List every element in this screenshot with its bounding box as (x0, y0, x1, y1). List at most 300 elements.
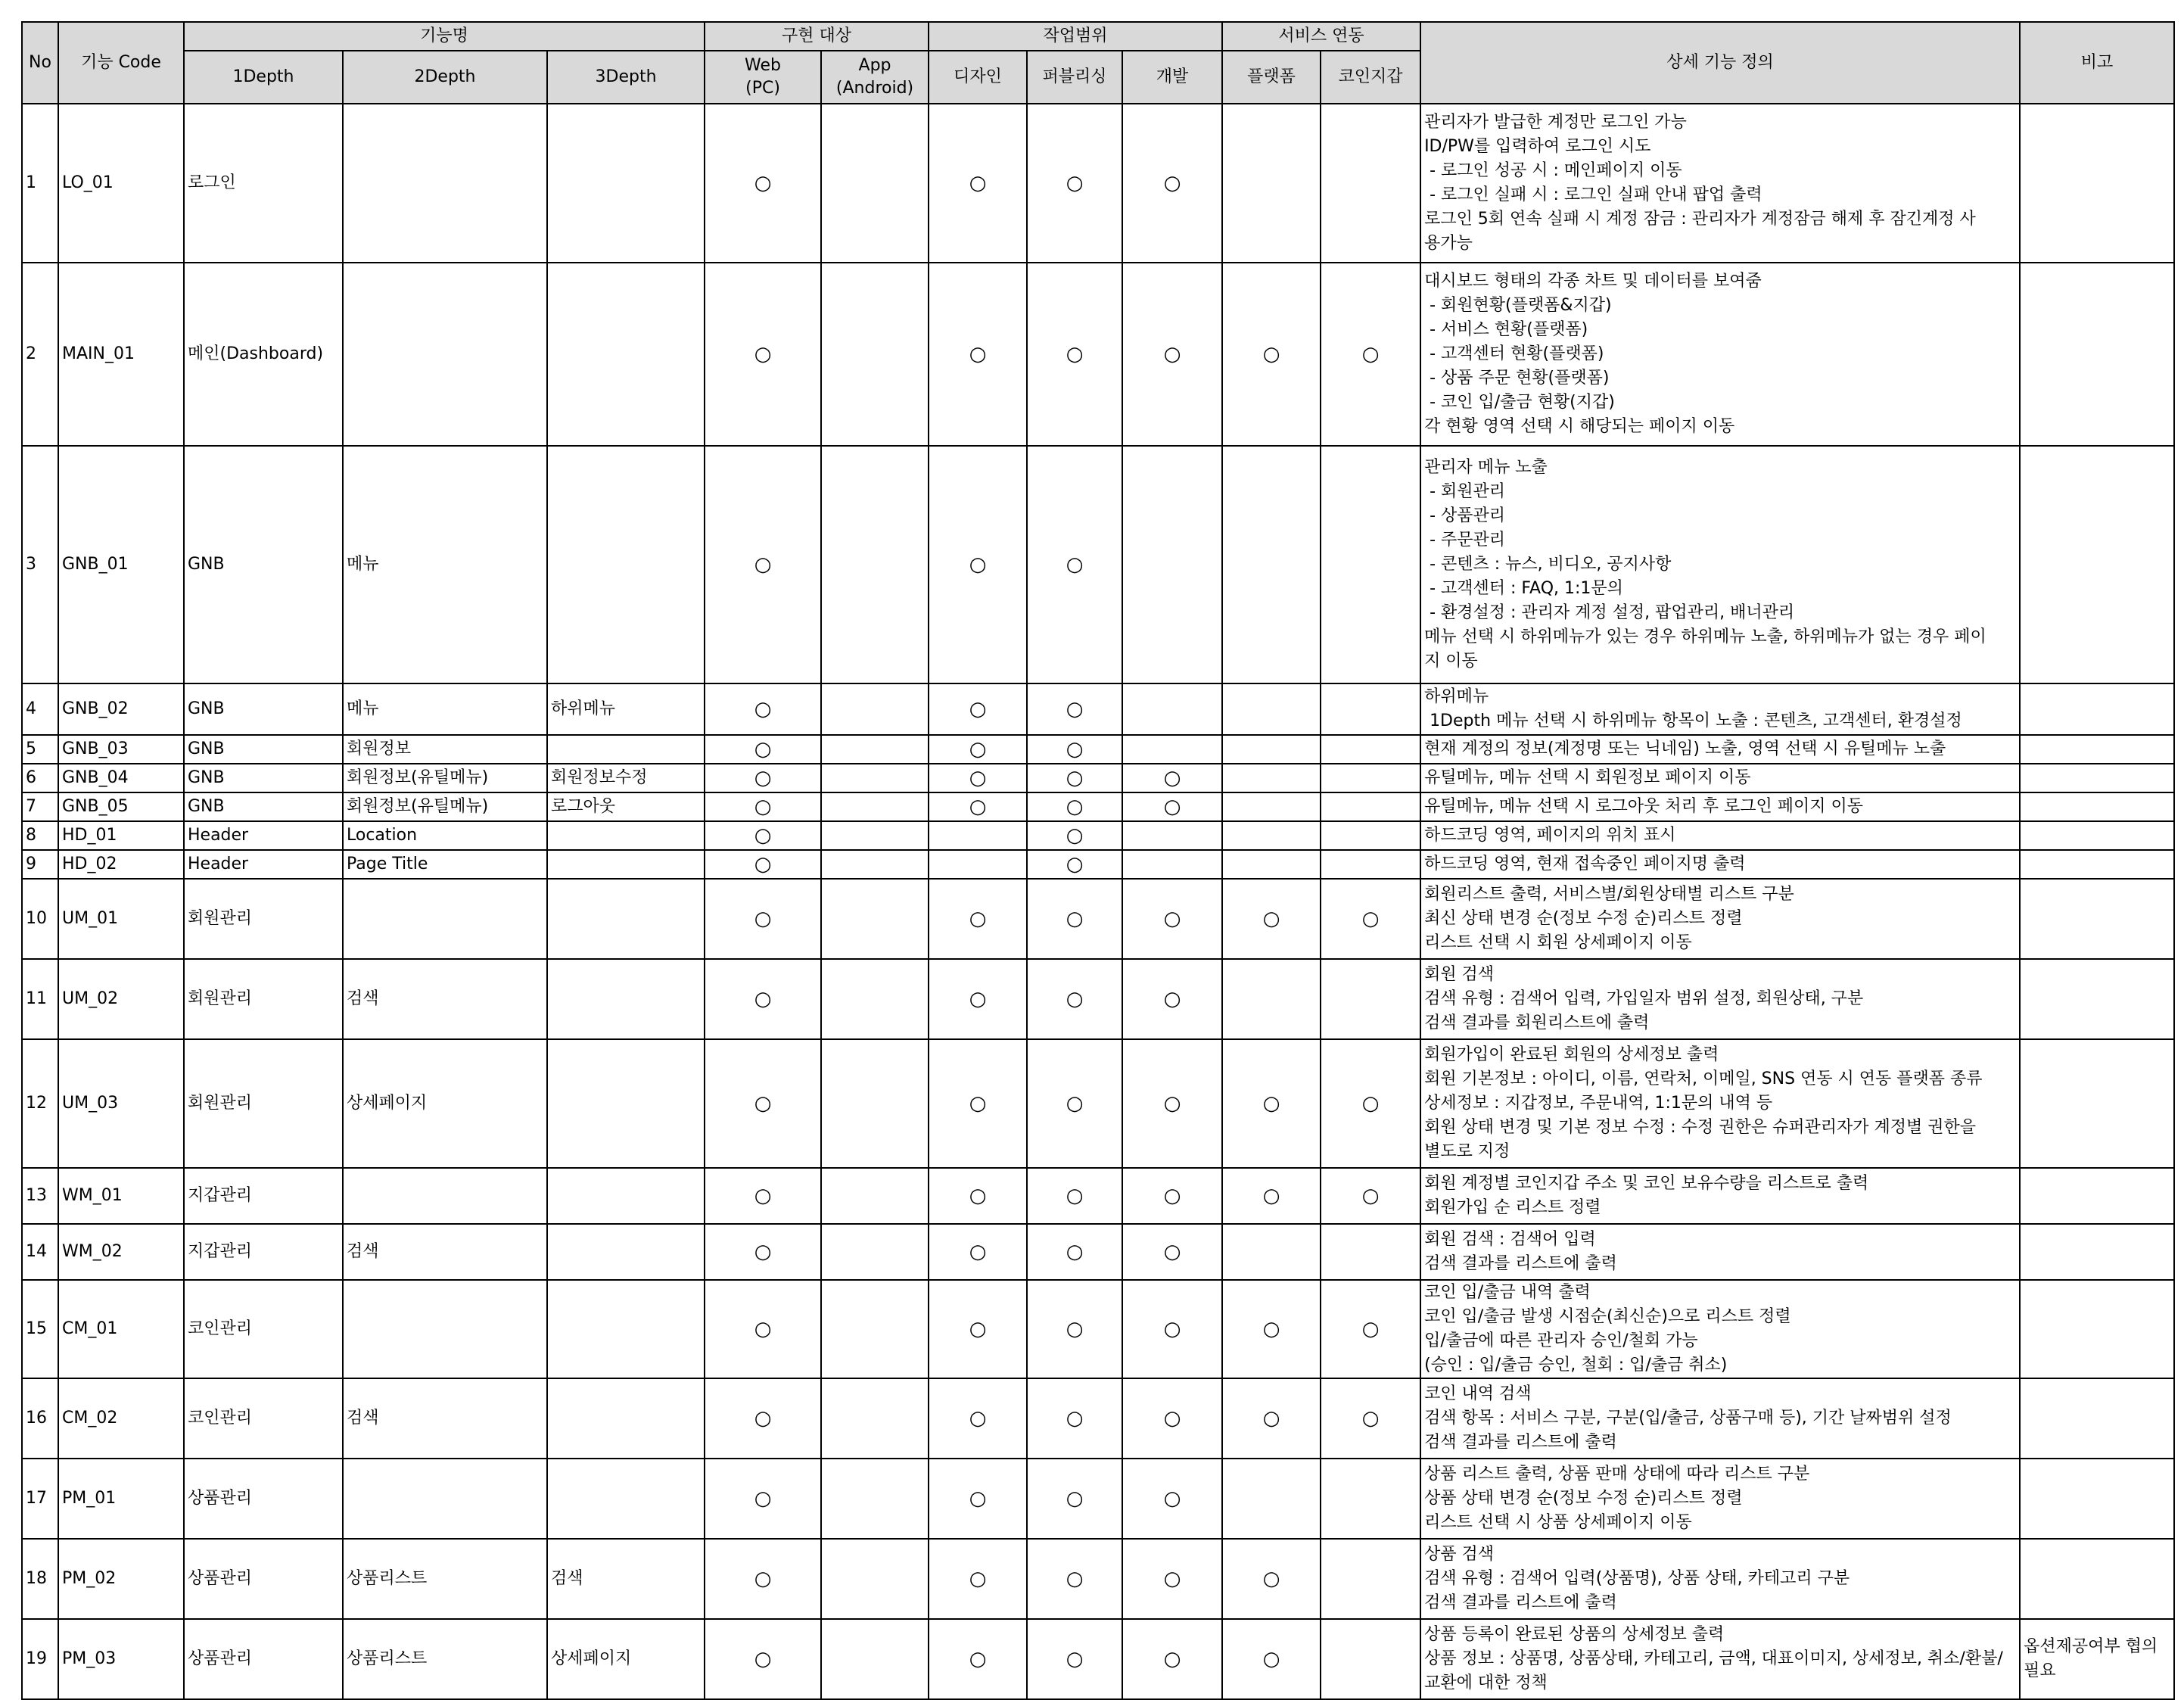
cell-detail: 상품 등록이 완료된 상품의 상세정보 출력 상품 정보 : 상품명, 상품상태, 카테고리, 금액, 대표이미지, 상세정보, 취소/환불/ 교환에 대한 정책 (1420, 1619, 2020, 1699)
cell-web: ○ (705, 959, 821, 1039)
cell-platform (1222, 1459, 1321, 1539)
cell-depth3 (547, 1039, 705, 1168)
cell-depth1: Header (184, 821, 343, 850)
col-header-code: 기능 Code (58, 22, 184, 104)
cell-web: ○ (705, 821, 821, 850)
cell-depth3 (547, 1459, 705, 1539)
cell-depth3 (547, 104, 705, 263)
cell-depth3 (547, 446, 705, 683)
cell-depth1: 회원관리 (184, 879, 343, 959)
cell-app (821, 792, 929, 821)
cell-depth1: 메인(Dashboard) (184, 263, 343, 446)
table-row (22, 683, 2174, 735)
cell-detail: 유틸메뉴, 메뉴 선택 시 회원정보 페이지 이동 (1420, 764, 2020, 792)
cell-no: 8 (22, 821, 58, 850)
cell-depth2: 검색 (343, 1224, 547, 1280)
cell-detail: 회원 계정별 코인지갑 주소 및 코인 보유수량을 리스트로 출력 회원가입 순 리스트 정렬 (1420, 1168, 2020, 1224)
cell-dev: ○ (1122, 1619, 1222, 1699)
cell-wallet (1321, 959, 1420, 1039)
cell-code: WM_02 (58, 1224, 184, 1280)
cell-design: ○ (929, 683, 1027, 735)
table-row (22, 104, 2174, 263)
cell-depth3: 하위메뉴 (547, 683, 705, 735)
col-header-wallet: 코인지갑 (1321, 51, 1420, 104)
cell-note (2020, 1280, 2174, 1378)
cell-publishing: ○ (1027, 1039, 1122, 1168)
cell-depth1: GNB (184, 735, 343, 764)
cell-code: LO_01 (58, 104, 184, 263)
cell-wallet (1321, 1459, 1420, 1539)
cell-no: 18 (22, 1539, 58, 1619)
cell-web: ○ (705, 879, 821, 959)
cell-platform (1222, 821, 1321, 850)
cell-code: WM_01 (58, 1168, 184, 1224)
cell-detail: 상품 리스트 출력, 상품 판매 상태에 따라 리스트 구분 상품 상태 변경 순(정보 수정 순)리스트 정렬 리스트 선택 시 상품 상세페이지 이동 (1420, 1459, 2020, 1539)
cell-depth1: 상품관리 (184, 1539, 343, 1619)
cell-note (2020, 764, 2174, 792)
cell-publishing: ○ (1027, 683, 1122, 735)
cell-depth2 (343, 263, 547, 446)
cell-depth2: 메뉴 (343, 446, 547, 683)
cell-platform: ○ (1222, 1280, 1321, 1378)
table-row (22, 263, 2174, 446)
cell-app (821, 1280, 929, 1378)
cell-wallet (1321, 1539, 1420, 1619)
cell-depth2: Location (343, 821, 547, 850)
cell-platform (1222, 792, 1321, 821)
cell-depth1: 상품관리 (184, 1619, 343, 1699)
cell-depth1: 회원관리 (184, 959, 343, 1039)
cell-depth2 (343, 104, 547, 263)
table-row (22, 1539, 2174, 1619)
cell-web: ○ (705, 1378, 821, 1459)
cell-publishing: ○ (1027, 1378, 1122, 1459)
cell-dev: ○ (1122, 792, 1222, 821)
cell-wallet: ○ (1321, 1039, 1420, 1168)
cell-detail: 현재 계정의 정보(계정명 또는 닉네임) 노출, 영역 선택 시 유틸메뉴 노출 (1420, 735, 2020, 764)
table-row (22, 879, 2174, 959)
cell-publishing: ○ (1027, 1224, 1122, 1280)
cell-depth3 (547, 1168, 705, 1224)
cell-note (2020, 1168, 2174, 1224)
cell-detail: 상품 검색 검색 유형 : 검색어 입력(상품명), 상품 상태, 카테고리 구분 검색 결과를 리스트에 출력 (1420, 1539, 2020, 1619)
cell-design: ○ (929, 764, 1027, 792)
table-header (22, 22, 2174, 104)
cell-detail: 하드코딩 영역, 페이지의 위치 표시 (1420, 821, 2020, 850)
cell-depth1: GNB (184, 792, 343, 821)
cell-publishing: ○ (1027, 1539, 1122, 1619)
cell-platform (1222, 446, 1321, 683)
col-header-depth3: 3Depth (547, 51, 705, 104)
cell-no: 16 (22, 1378, 58, 1459)
cell-platform: ○ (1222, 1039, 1321, 1168)
cell-dev (1122, 821, 1222, 850)
cell-depth2: 회원정보(유틸메뉴) (343, 792, 547, 821)
col-header-feature-name: 기능명 (184, 22, 705, 51)
col-header-scope: 작업범위 (929, 22, 1222, 51)
cell-no: 15 (22, 1280, 58, 1378)
cell-app (821, 1459, 929, 1539)
cell-web: ○ (705, 764, 821, 792)
cell-depth1: 코인관리 (184, 1280, 343, 1378)
cell-dev: ○ (1122, 104, 1222, 263)
cell-note (2020, 1224, 2174, 1280)
cell-code: HD_02 (58, 850, 184, 879)
cell-depth1: 지갑관리 (184, 1224, 343, 1280)
cell-dev: ○ (1122, 764, 1222, 792)
table-row (22, 1224, 2174, 1280)
cell-no: 2 (22, 263, 58, 446)
cell-app (821, 263, 929, 446)
cell-depth2: 상품리스트 (343, 1539, 547, 1619)
cell-depth1: 회원관리 (184, 1039, 343, 1168)
cell-depth2: 검색 (343, 1378, 547, 1459)
cell-code: UM_02 (58, 959, 184, 1039)
table-row (22, 1378, 2174, 1459)
cell-wallet: ○ (1321, 879, 1420, 959)
table-row (22, 821, 2174, 850)
cell-dev (1122, 735, 1222, 764)
cell-wallet (1321, 683, 1420, 735)
cell-code: PM_02 (58, 1539, 184, 1619)
cell-app (821, 446, 929, 683)
cell-wallet (1321, 1619, 1420, 1699)
cell-web: ○ (705, 683, 821, 735)
cell-note (2020, 850, 2174, 879)
cell-dev (1122, 446, 1222, 683)
table-row (22, 1168, 2174, 1224)
cell-dev: ○ (1122, 879, 1222, 959)
cell-note (2020, 735, 2174, 764)
table-row (22, 1459, 2174, 1539)
cell-web: ○ (705, 263, 821, 446)
cell-code: GNB_04 (58, 764, 184, 792)
cell-code: CM_02 (58, 1378, 184, 1459)
cell-no: 1 (22, 104, 58, 263)
cell-depth1: 지갑관리 (184, 1168, 343, 1224)
table-row (22, 1039, 2174, 1168)
cell-code: MAIN_01 (58, 263, 184, 446)
cell-dev: ○ (1122, 1168, 1222, 1224)
table-row (22, 1619, 2174, 1699)
cell-design: ○ (929, 1039, 1027, 1168)
col-header-platform: 플랫폼 (1222, 51, 1321, 104)
cell-depth1: 로그인 (184, 104, 343, 263)
col-header-depth1: 1Depth (184, 51, 343, 104)
cell-platform: ○ (1222, 263, 1321, 446)
cell-note (2020, 1378, 2174, 1459)
cell-no: 13 (22, 1168, 58, 1224)
cell-dev (1122, 683, 1222, 735)
cell-code: HD_01 (58, 821, 184, 850)
cell-design: ○ (929, 1224, 1027, 1280)
cell-note (2020, 792, 2174, 821)
cell-note: 옵션제공여부 협의 필요 (2020, 1619, 2174, 1699)
cell-app (821, 850, 929, 879)
cell-dev: ○ (1122, 263, 1222, 446)
cell-dev: ○ (1122, 1459, 1222, 1539)
cell-platform (1222, 959, 1321, 1039)
cell-platform: ○ (1222, 1539, 1321, 1619)
cell-publishing: ○ (1027, 821, 1122, 850)
cell-depth2 (343, 1168, 547, 1224)
cell-detail: 회원 검색 : 검색어 입력 검색 결과를 리스트에 출력 (1420, 1224, 2020, 1280)
cell-detail: 하드코딩 영역, 현재 접속중인 페이지명 출력 (1420, 850, 2020, 879)
cell-design: ○ (929, 1619, 1027, 1699)
cell-design: ○ (929, 792, 1027, 821)
cell-publishing: ○ (1027, 1459, 1122, 1539)
cell-web: ○ (705, 1280, 821, 1378)
cell-depth3 (547, 959, 705, 1039)
cell-depth2 (343, 879, 547, 959)
cell-code: GNB_03 (58, 735, 184, 764)
cell-publishing: ○ (1027, 764, 1122, 792)
col-header-depth2: 2Depth (343, 51, 547, 104)
cell-depth3 (547, 1378, 705, 1459)
cell-app (821, 821, 929, 850)
cell-depth3 (547, 735, 705, 764)
cell-depth3 (547, 821, 705, 850)
cell-depth3 (547, 1280, 705, 1378)
cell-depth2: Page Title (343, 850, 547, 879)
cell-web: ○ (705, 1039, 821, 1168)
cell-note (2020, 104, 2174, 263)
cell-web: ○ (705, 735, 821, 764)
cell-app (821, 735, 929, 764)
cell-no: 7 (22, 792, 58, 821)
cell-depth3 (547, 850, 705, 879)
cell-design: ○ (929, 1168, 1027, 1224)
cell-platform (1222, 1224, 1321, 1280)
cell-depth3 (547, 263, 705, 446)
cell-wallet: ○ (1321, 1168, 1420, 1224)
cell-platform (1222, 735, 1321, 764)
col-header-target: 구현 대상 (705, 22, 929, 51)
table-row (22, 735, 2174, 764)
cell-depth1: 상품관리 (184, 1459, 343, 1539)
cell-depth2: 회원정보 (343, 735, 547, 764)
cell-note (2020, 1039, 2174, 1168)
cell-design: ○ (929, 1539, 1027, 1619)
feature-spec-table (21, 21, 2175, 1700)
cell-detail: 관리자 메뉴 노출 - 회원관리 - 상품관리 - 주문관리 - 콘텐츠 : 뉴스, 비디오, 공지사항 - 고객센터 : FAQ, 1:1문의 - 환경설정 : 관리자 계정 설정, 팝업관리, 배너관리 메뉴 선택 시 하위메뉴가 있는 경우 하위메뉴 노출, 하위메뉴가 없는 경우 페이 지 이동 (1420, 446, 2020, 683)
table-body (22, 104, 2174, 1699)
cell-publishing: ○ (1027, 735, 1122, 764)
cell-wallet (1321, 821, 1420, 850)
cell-code: PM_01 (58, 1459, 184, 1539)
cell-publishing: ○ (1027, 850, 1122, 879)
cell-code: GNB_05 (58, 792, 184, 821)
cell-detail: 유틸메뉴, 메뉴 선택 시 로그아웃 처리 후 로그인 페이지 이동 (1420, 792, 2020, 821)
cell-dev (1122, 850, 1222, 879)
cell-platform: ○ (1222, 1378, 1321, 1459)
cell-wallet (1321, 764, 1420, 792)
cell-no: 9 (22, 850, 58, 879)
table-row (22, 850, 2174, 879)
cell-design: ○ (929, 446, 1027, 683)
cell-depth1: GNB (184, 683, 343, 735)
cell-depth1: GNB (184, 764, 343, 792)
cell-design: ○ (929, 735, 1027, 764)
cell-no: 3 (22, 446, 58, 683)
cell-note (2020, 821, 2174, 850)
cell-design: ○ (929, 959, 1027, 1039)
cell-design: ○ (929, 1459, 1027, 1539)
cell-no: 10 (22, 879, 58, 959)
cell-wallet (1321, 850, 1420, 879)
cell-publishing: ○ (1027, 1619, 1122, 1699)
cell-design: ○ (929, 1280, 1027, 1378)
cell-depth2 (343, 1280, 547, 1378)
cell-app (821, 1619, 929, 1699)
cell-note (2020, 959, 2174, 1039)
cell-web: ○ (705, 850, 821, 879)
cell-publishing: ○ (1027, 104, 1122, 263)
cell-design: ○ (929, 104, 1027, 263)
cell-platform (1222, 683, 1321, 735)
cell-code: UM_01 (58, 879, 184, 959)
col-header-note: 비고 (2020, 22, 2174, 104)
cell-web: ○ (705, 1459, 821, 1539)
cell-platform: ○ (1222, 1619, 1321, 1699)
cell-publishing: ○ (1027, 879, 1122, 959)
cell-web: ○ (705, 1224, 821, 1280)
cell-depth2: 메뉴 (343, 683, 547, 735)
cell-platform: ○ (1222, 879, 1321, 959)
table-row (22, 792, 2174, 821)
cell-platform (1222, 850, 1321, 879)
cell-code: GNB_02 (58, 683, 184, 735)
cell-dev: ○ (1122, 1539, 1222, 1619)
cell-app (821, 104, 929, 263)
cell-wallet (1321, 104, 1420, 263)
cell-app (821, 1539, 929, 1619)
feature-spec-sheet (21, 21, 2173, 1691)
cell-dev: ○ (1122, 1280, 1222, 1378)
col-header-no: No (22, 22, 58, 104)
cell-publishing: ○ (1027, 959, 1122, 1039)
col-header-service: 서비스 연동 (1222, 22, 1420, 51)
cell-app (821, 879, 929, 959)
cell-platform (1222, 764, 1321, 792)
cell-detail: 코인 내역 검색 검색 항목 : 서비스 구분, 구분(입/출금, 상품구매 등), 기간 날짜범위 설정 검색 결과를 리스트에 출력 (1420, 1378, 2020, 1459)
cell-dev: ○ (1122, 1224, 1222, 1280)
cell-note (2020, 683, 2174, 735)
cell-no: 11 (22, 959, 58, 1039)
cell-wallet (1321, 446, 1420, 683)
col-header-dev: 개발 (1122, 51, 1222, 104)
cell-web: ○ (705, 792, 821, 821)
cell-depth3: 검색 (547, 1539, 705, 1619)
cell-detail: 회원 검색 검색 유형 : 검색어 입력, 가입일자 범위 설정, 회원상태, 구분 검색 결과를 회원리스트에 출력 (1420, 959, 2020, 1039)
cell-web: ○ (705, 1539, 821, 1619)
cell-wallet: ○ (1321, 1378, 1420, 1459)
cell-no: 5 (22, 735, 58, 764)
table-row (22, 959, 2174, 1039)
cell-publishing: ○ (1027, 1168, 1122, 1224)
cell-detail: 대시보드 형태의 각종 차트 및 데이터를 보여줌 - 회원현황(플랫폼&지갑) - 서비스 현황(플랫폼) - 고객센터 현황(플랫폼) - 상품 주문 현황(플랫폼) - 코인 입/출금 현황(지갑) 각 현황 영역 선택 시 해당되는 페이지 이동 (1420, 263, 2020, 446)
cell-depth1: Header (184, 850, 343, 879)
cell-depth2: 검색 (343, 959, 547, 1039)
cell-detail: 코인 입/출금 내역 출력 코인 입/출금 발생 시점순(최신순)으로 리스트 정렬 입/출금에 따른 관리자 승인/철회 가능 (승인 : 입/출금 승인, 철회 : 입/출금 취소) (1420, 1280, 2020, 1378)
col-header-app: App (Android) (821, 51, 929, 104)
col-header-web: Web (PC) (705, 51, 821, 104)
cell-design (929, 850, 1027, 879)
cell-platform: ○ (1222, 1168, 1321, 1224)
cell-depth3 (547, 879, 705, 959)
cell-depth3: 로그아웃 (547, 792, 705, 821)
cell-dev: ○ (1122, 1039, 1222, 1168)
cell-publishing: ○ (1027, 446, 1122, 683)
cell-depth3 (547, 1224, 705, 1280)
cell-detail: 회원리스트 출력, 서비스별/회원상태별 리스트 구분 최신 상태 변경 순(정보 수정 순)리스트 정렬 리스트 선택 시 회원 상세페이지 이동 (1420, 879, 2020, 959)
cell-wallet (1321, 735, 1420, 764)
cell-publishing: ○ (1027, 792, 1122, 821)
cell-depth2: 상세페이지 (343, 1039, 547, 1168)
cell-app (821, 1224, 929, 1280)
cell-dev: ○ (1122, 959, 1222, 1039)
cell-app (821, 1039, 929, 1168)
cell-publishing: ○ (1027, 1280, 1122, 1378)
cell-no: 19 (22, 1619, 58, 1699)
cell-design: ○ (929, 1378, 1027, 1459)
cell-web: ○ (705, 104, 821, 263)
cell-dev: ○ (1122, 1378, 1222, 1459)
cell-app (821, 683, 929, 735)
col-header-detail: 상세 기능 정의 (1420, 22, 2020, 104)
cell-detail: 하위메뉴 1Depth 메뉴 선택 시 하위메뉴 항목이 노출 : 콘텐츠, 고객센터, 환경설정 (1420, 683, 2020, 735)
cell-note (2020, 879, 2174, 959)
col-header-publishing: 퍼블리싱 (1027, 51, 1122, 104)
cell-code: GNB_01 (58, 446, 184, 683)
cell-no: 14 (22, 1224, 58, 1280)
cell-depth3: 상세페이지 (547, 1619, 705, 1699)
cell-app (821, 764, 929, 792)
cell-no: 6 (22, 764, 58, 792)
cell-web: ○ (705, 1619, 821, 1699)
table-row (22, 764, 2174, 792)
cell-depth1: GNB (184, 446, 343, 683)
cell-depth2: 회원정보(유틸메뉴) (343, 764, 547, 792)
cell-note (2020, 1459, 2174, 1539)
cell-app (821, 1168, 929, 1224)
cell-design: ○ (929, 879, 1027, 959)
cell-wallet: ○ (1321, 263, 1420, 446)
cell-depth2 (343, 1459, 547, 1539)
cell-note (2020, 1539, 2174, 1619)
cell-wallet (1321, 792, 1420, 821)
cell-note (2020, 263, 2174, 446)
cell-no: 17 (22, 1459, 58, 1539)
col-header-design: 디자인 (929, 51, 1027, 104)
cell-code: UM_03 (58, 1039, 184, 1168)
cell-note (2020, 446, 2174, 683)
cell-no: 4 (22, 683, 58, 735)
cell-depth2: 상품리스트 (343, 1619, 547, 1699)
cell-web: ○ (705, 1168, 821, 1224)
cell-detail: 회원가입이 완료된 회원의 상세정보 출력 회원 기본정보 : 아이디, 이름, 연락처, 이메일, SNS 연동 시 연동 플랫폼 종류 상세정보 : 지갑정보, 주문내역, 1:1문의 내역 등 회원 상태 변경 및 기본 정보 수정 : 수정 권한은 슈퍼관리자가 계정별 권한을 별도로 지정 (1420, 1039, 2020, 1168)
cell-wallet (1321, 1224, 1420, 1280)
cell-platform (1222, 104, 1321, 263)
cell-code: PM_03 (58, 1619, 184, 1699)
cell-design: ○ (929, 263, 1027, 446)
cell-app (821, 959, 929, 1039)
cell-publishing: ○ (1027, 263, 1122, 446)
table-row (22, 1280, 2174, 1378)
table-row (22, 446, 2174, 683)
cell-code: CM_01 (58, 1280, 184, 1378)
cell-detail: 관리자가 발급한 계정만 로그인 가능 ID/PW를 입력하여 로그인 시도 - 로그인 성공 시 : 메인페이지 이동 - 로그인 실패 시 : 로그인 실패 안내 팝업 출력 로그인 5회 연속 실패 시 계정 잠금 : 관리자가 계정잠금 해제 후 잠긴계정 사 용가능 (1420, 104, 2020, 263)
